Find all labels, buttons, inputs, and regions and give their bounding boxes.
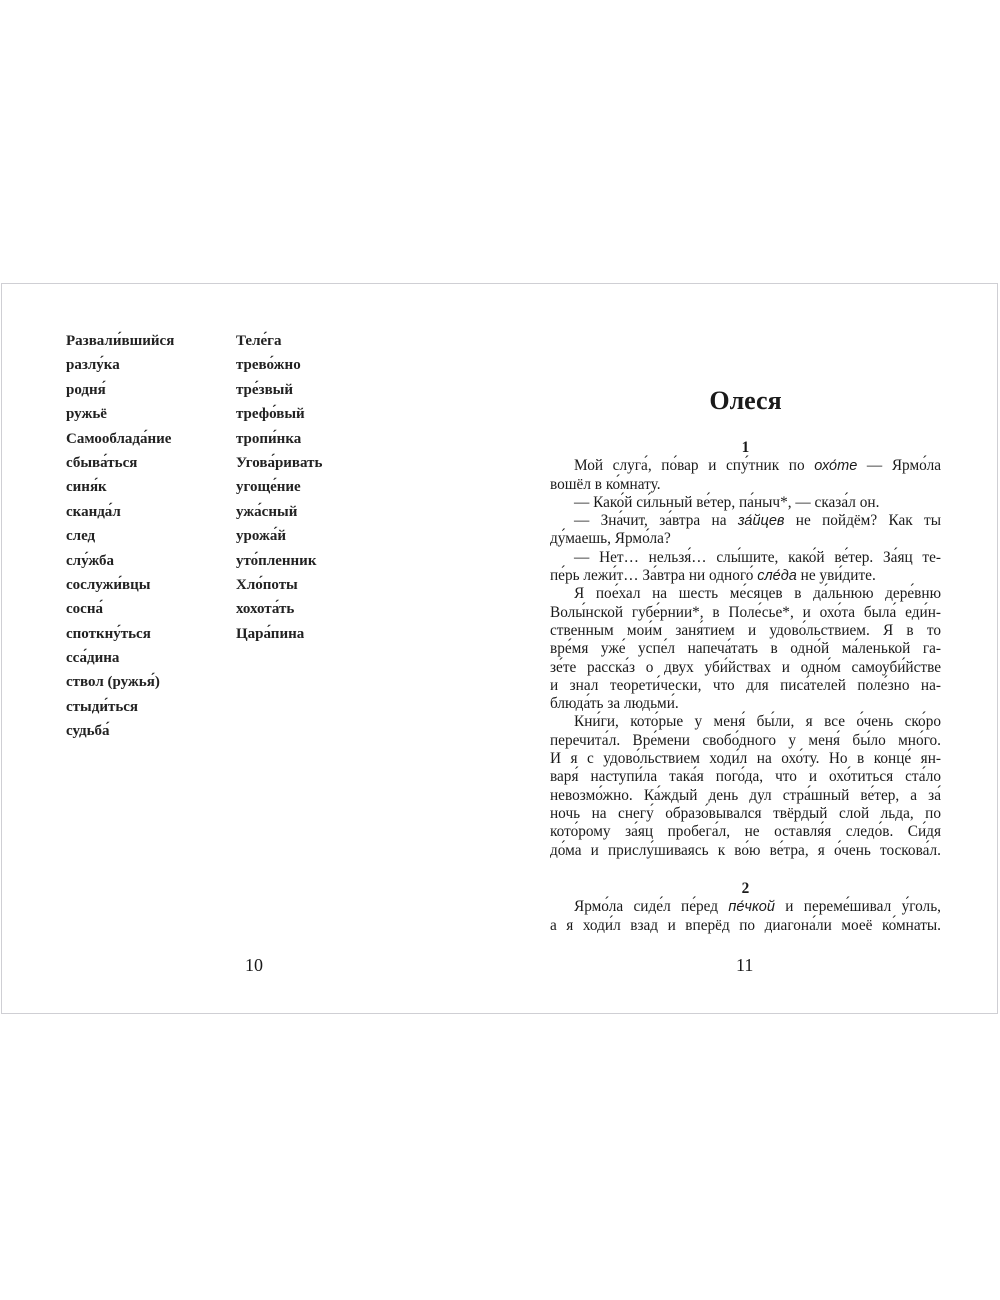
word-list-item: Развали́вшийся — [66, 333, 175, 349]
word-list-item: сса́дина — [66, 650, 120, 667]
word-list-item: родня́ — [66, 381, 106, 398]
word-list-item: ствол (ружья́) — [66, 674, 160, 691]
text-segment: — Зна́чит, за́втра на — [574, 512, 738, 530]
italic-word: сле́да — [757, 568, 797, 585]
text-line — [550, 768, 941, 786]
text-segment: — Ярмо́ла — [857, 457, 941, 475]
text-line — [550, 823, 941, 841]
text-segment: а я ходи́л взад и вперёд по диагона́ли моеё ко́мнаты. — [550, 916, 941, 934]
word-list-item: Хло́поты — [236, 576, 298, 593]
word-list-column-1 — [66, 332, 174, 747]
page-number-right: 11 — [736, 955, 754, 975]
text-segment: — Како́й си́льный ве́тер, па́ныч*, — сказа́л он. — [574, 493, 880, 511]
text-segment: ночь на снегу́ образо́вывался твёрдый слой льда, по — [550, 804, 941, 822]
section-number: 2 — [741, 880, 750, 897]
word-list-column-2 — [236, 332, 322, 649]
word-list-item: ружьё — [66, 406, 107, 423]
text-segment: вошёл в ко́мнату. — [550, 475, 661, 493]
text-segment: Волы́нской губе́рнии*, в Поле́сье*, и охо́та была́ еди́н- — [550, 603, 941, 621]
word-list-item: судьба́ — [66, 723, 110, 740]
text-segment: Мой слуга́, по́вар и спу́тник по — [574, 457, 815, 475]
text-line — [550, 494, 941, 512]
text-segment: зе́те расска́з о двух уби́йствах и одно́м самоуби́йстве — [550, 658, 941, 676]
chapter-title: Олеся — [709, 386, 782, 415]
section-1 — [550, 439, 941, 860]
text-segment: Я пое́хал на шесть ме́сяцев в да́льнюю дере́вню — [574, 585, 941, 603]
section-number: 1 — [741, 439, 750, 456]
italic-word: охо́те — [814, 458, 858, 475]
text-segment: кото́рому за́яц пробега́л, не оставля́я следо́в. Си́дя — [550, 823, 941, 841]
text-line — [550, 604, 941, 622]
text-line — [550, 787, 941, 805]
text-line — [550, 549, 941, 567]
text-line — [550, 622, 941, 640]
text-segment: вре́мя уже́ успе́л напеча́тать в одно́й ма́ленькой га- — [550, 640, 941, 658]
word-list-item: слу́жба — [66, 552, 115, 569]
text-line — [550, 457, 941, 475]
text-line — [550, 842, 941, 860]
word-list-item: Цара́пина — [236, 625, 305, 642]
text-segment: И я с удово́льствием ходи́л на охо́ту. Но в конце́ ян- — [550, 750, 941, 768]
text-segment: пе́рь лежи́т… За́втра ни одного́ — [550, 567, 758, 585]
text-line — [550, 567, 941, 585]
text-line — [550, 750, 941, 768]
section-2 — [550, 880, 941, 935]
word-list-item: урожа́й — [236, 528, 286, 545]
text-segment: невозмо́жно. Ка́ждый день дул стра́шный ве́тер, а за́ — [550, 786, 941, 804]
text-segment: не пойдём? Как ты — [784, 512, 941, 530]
word-list-item: угоще́ние — [236, 479, 301, 496]
text-segment: и переме́шивал у́голь, — [774, 898, 941, 916]
word-list-item: хохота́ть — [236, 601, 295, 618]
text-line — [550, 695, 941, 713]
word-list-item: сбыва́ться — [66, 454, 138, 471]
text-line — [550, 713, 941, 731]
text-segment: до́ма и прислу́шиваясь к во́ю ве́тра, я о́чень тоскова́л. — [550, 841, 941, 859]
text-line — [550, 512, 941, 530]
word-list-item: уто́пленник — [236, 552, 317, 569]
word-list-item: Угова́ривать — [236, 454, 323, 471]
text-segment: — Нет… нельзя́… слы́шите, како́й ве́тер. За́яц те- — [574, 548, 941, 566]
word-list-item: тре́звый — [236, 381, 294, 398]
text-segment: блюда́ть за людьми́. — [550, 695, 679, 713]
word-list-item: ужа́сный — [236, 503, 298, 520]
page-number-left: 10 — [245, 955, 263, 975]
text-line — [550, 917, 941, 935]
text-line — [550, 898, 941, 916]
word-list-item: трево́жно — [236, 357, 301, 374]
text-segment: не уви́дите. — [796, 567, 876, 585]
word-list-item: разлу́ка — [66, 357, 120, 374]
text-segment: Ярмо́ла сиде́л пе́ред — [574, 898, 729, 916]
text-line — [550, 476, 941, 494]
word-list-item: Самооблада́ние — [66, 430, 172, 447]
text-line — [550, 585, 941, 603]
italic-word: за́йцев — [737, 513, 785, 530]
word-list-item: след — [66, 528, 96, 545]
word-list-item: сосна́ — [66, 601, 103, 618]
text-line — [550, 732, 941, 750]
text-line — [550, 677, 941, 695]
text-segment: ду́маешь, Ярмо́ла? — [550, 530, 671, 548]
text-segment: Кни́ги, кото́рые у меня́ бы́ли, я все о́чень ско́ро — [574, 713, 941, 731]
text-line — [550, 640, 941, 658]
word-list-item: стыди́ться — [66, 698, 139, 715]
word-list-item: споткну́ться — [66, 625, 151, 642]
text-line — [550, 530, 941, 548]
text-segment: перечита́л. Вре́мени свобо́дного у меня́ бы́ло мно́го. — [550, 731, 941, 749]
italic-word: пе́чкой — [728, 899, 775, 916]
word-list-item: синя́к — [66, 479, 107, 496]
text-segment: ственным мои́м заня́тием и удово́льствием. Я в то — [550, 621, 941, 639]
text-line — [550, 659, 941, 677]
text-line — [550, 805, 941, 823]
text-segment: и знал теорети́чески, что для писа́телей поле́зно на- — [550, 676, 941, 694]
word-list-item: сослужи́вцы — [66, 576, 151, 593]
word-list-item: сканда́л — [66, 503, 121, 520]
word-list-item: тропи́нка — [236, 430, 302, 447]
word-list-item: трефо́вый — [236, 406, 305, 423]
word-list-item: Теле́га — [236, 333, 282, 349]
text-segment: варя́ наступи́ла така́я пого́да, что и охо́титься ста́ло — [550, 768, 941, 786]
